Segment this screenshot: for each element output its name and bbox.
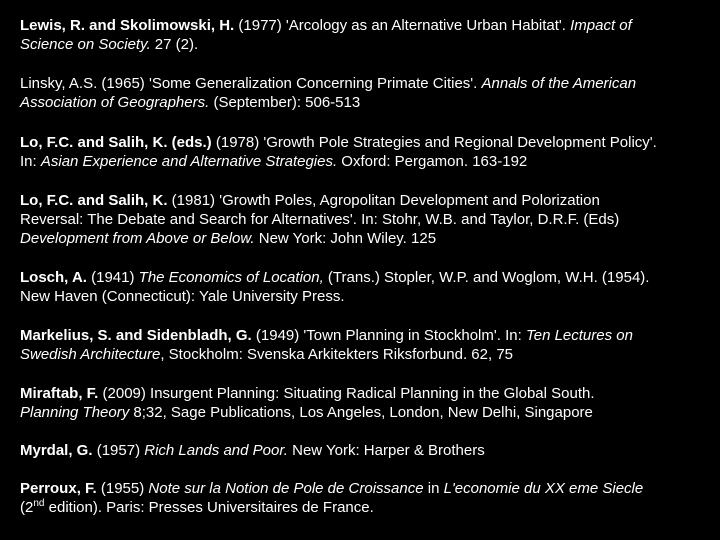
reference-line bbox=[20, 229, 700, 248]
reference-text: , Stockholm: Svenska Arkitekters Riksforbund. 62, 75 bbox=[160, 346, 514, 363]
reference-text: (Trans.) Stopler, W.P. and Woglom, W.H. (1954). bbox=[323, 269, 650, 286]
reference-line bbox=[20, 441, 700, 460]
reference-line bbox=[20, 152, 700, 171]
reference-line bbox=[20, 268, 700, 287]
reference-text: (2009) Insurgent Planning: Situating Radical Planning in the Global South. bbox=[98, 385, 595, 402]
reference-text: (September): 506-513 bbox=[209, 94, 361, 111]
reference-title: Asian Experience and Alternative Strategies. bbox=[40, 153, 338, 170]
reference-title: Science on Society. bbox=[20, 36, 151, 53]
reference-text: (1949) 'Town Planning in Stockholm'. In: bbox=[251, 327, 526, 344]
reference-miraftab bbox=[20, 384, 700, 422]
reference-title: Rich Lands and Poor. bbox=[144, 442, 288, 459]
reference-line bbox=[20, 191, 700, 210]
reference-text: (1957) bbox=[92, 442, 145, 459]
reference-title: Association of Geographers. bbox=[20, 94, 210, 111]
reference-title: Planning Theory bbox=[20, 404, 130, 421]
reference-title: Annals of the American bbox=[481, 75, 637, 92]
reference-title: Swedish Architecture bbox=[20, 346, 161, 363]
reference-title: Impact of bbox=[570, 17, 632, 34]
reference-title: The Economics of Location, bbox=[138, 269, 324, 286]
reference-line bbox=[20, 74, 700, 93]
reference-line bbox=[20, 326, 700, 345]
reference-text: (1955) bbox=[96, 480, 149, 497]
reference-line bbox=[20, 479, 700, 498]
reference-author: Lewis, R. and Skolimowski, H. bbox=[20, 17, 235, 34]
reference-text: Oxford: Pergamon. 163-192 bbox=[337, 153, 528, 170]
reference-text: edition). Paris: Presses Universitaires de France. bbox=[44, 499, 374, 516]
reference-text: (1981) 'Growth Poles, Agropolitan Development and Polorization bbox=[167, 192, 600, 209]
reference-author: Perroux, F. bbox=[20, 480, 97, 497]
reference-text: Reversal: The Debate and Search for Alternatives'. In: Stohr, W.B. and Taylor, D.R.F. (Eds) bbox=[20, 211, 620, 228]
reference-author: Losch, A. bbox=[20, 269, 87, 286]
reference-author: Myrdal, G. bbox=[20, 442, 93, 459]
reference-author: Linsky, A.S. bbox=[20, 75, 98, 92]
reference-text: (2 bbox=[20, 499, 34, 516]
reference-line bbox=[20, 345, 700, 364]
reference-author: Markelius, S. and Sidenbladh, G. bbox=[20, 327, 252, 344]
reference-line bbox=[20, 133, 700, 152]
reference-text: 27 (2). bbox=[150, 36, 199, 53]
reference-myrdal bbox=[20, 441, 700, 460]
reference-text: (1965) 'Some Generalization Concerning Primate Cities'. bbox=[97, 75, 482, 92]
reference-text: In: bbox=[20, 153, 41, 170]
reference-text: (1941) bbox=[86, 269, 139, 286]
reference-author: Miraftab, F. bbox=[20, 385, 99, 402]
reference-losch bbox=[20, 268, 700, 306]
reference-line bbox=[20, 403, 700, 422]
reference-lo-1981 bbox=[20, 191, 700, 248]
reference-line bbox=[20, 16, 700, 35]
reference-lewis bbox=[20, 16, 700, 54]
reference-line bbox=[20, 384, 700, 403]
reference-text: in bbox=[423, 480, 444, 497]
reference-line bbox=[20, 287, 700, 306]
reference-linsky bbox=[20, 74, 700, 112]
reference-text: 8;32, Sage Publications, Los Angeles, London, New Delhi, Singapore bbox=[129, 404, 593, 421]
reference-text: (1977) 'Arcology as an Alternative Urban Habitat'. bbox=[234, 17, 571, 34]
reference-line bbox=[20, 498, 700, 517]
reference-text: New York: Harper & Brothers bbox=[287, 442, 485, 459]
reference-text: New Haven (Connecticut): Yale University Press. bbox=[20, 288, 345, 305]
reference-title: Ten Lectures on bbox=[525, 327, 633, 344]
reference-lo-1978 bbox=[20, 133, 700, 171]
reference-title: Development from Above or Below. bbox=[20, 230, 255, 247]
reference-line bbox=[20, 93, 700, 112]
reference-author: Lo, F.C. and Salih, K. (eds.) bbox=[20, 134, 212, 151]
superscript: nd bbox=[33, 498, 45, 509]
reference-markelius bbox=[20, 326, 700, 364]
reference-author: Lo, F.C. and Salih, K. bbox=[20, 192, 168, 209]
reference-title: L'economie du XX eme Siecle bbox=[443, 480, 644, 497]
reference-title: Note sur la Notion de Pole de Croissance bbox=[148, 480, 424, 497]
reference-text: New York: John Wiley. 125 bbox=[254, 230, 437, 247]
reference-line bbox=[20, 210, 700, 229]
reference-perroux bbox=[20, 479, 700, 517]
reference-text: (1978) 'Growth Pole Strategies and Regional Development Policy'. bbox=[211, 134, 657, 151]
reference-line bbox=[20, 35, 700, 54]
